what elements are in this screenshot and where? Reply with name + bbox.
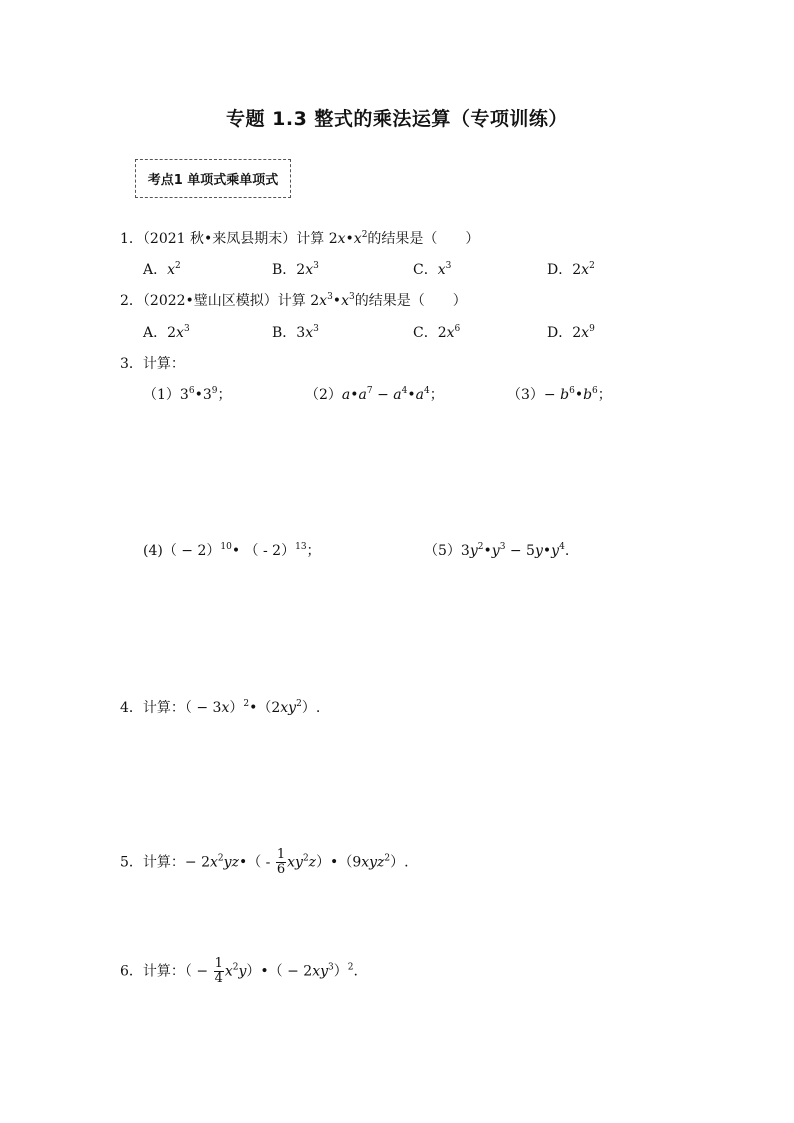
question-3-stem: 3．计算：	[120, 356, 185, 372]
q2-option-b: B．$3x^3$	[272, 324, 319, 341]
section-label: 考点1 单项式乘单项式	[147, 173, 279, 188]
q2-option-c: C．$2x^6$	[413, 324, 461, 341]
q3-part-1: $(1)3^6•3^9$；	[143, 386, 232, 403]
section-box	[135, 159, 291, 198]
q3-part-2: $(2)a•a^7$ − $a^4•a^4$；	[305, 386, 444, 403]
q3-part-3: $(3)- b^6•b^6$；	[507, 386, 612, 403]
q2-option-a: A．$2x^3$	[143, 324, 190, 341]
question-1-stem-prefix: 1．（2021 秋•来凤县期末）计算 2	[120, 231, 338, 247]
question-2-stem-prefix: 2．（2022•璧山区模拟）计算 2	[120, 293, 320, 309]
q3-part-5: $(5)3y^2•y^3$ − $5y•y^4$.	[424, 542, 570, 559]
question-2-stem-suffix: 的结果是（ ）	[354, 293, 467, 309]
question-5: 5．计算：− $2x^2yz•$（ - $\frac{1}{6}$ $xy^2z)•(9xyz^2)$.	[120, 847, 409, 877]
q2-option-d: D．$2x^9$	[547, 324, 595, 341]
q1-option-c: C．$x^3$	[413, 261, 452, 278]
fraction-one-sixth: $\frac{1}{6}$	[276, 847, 286, 877]
question-1: 1．（2021 秋•来凤县期末）计算 $2x•x^2$的结果是（ ）	[120, 230, 480, 247]
q1-option-a: A．$x^2$	[143, 261, 181, 278]
page-title: 专题 1.3 整式的乘法运算（专项训练）	[226, 108, 568, 130]
q1-option-b: B．$2x^3$	[272, 261, 319, 278]
question-2: 2．（2022•璧山区模拟）计算 $2x^3•x^3$的结果是（ ）	[120, 292, 467, 309]
q3-part-4: $(4)( - 2)^{10}•$ （ - 2）$^{13}$；	[143, 542, 321, 559]
question-4: 4．计算：（ − $3x)^2•(2xy^2)$.	[120, 699, 321, 716]
question-1-stem-suffix: 的结果是（ ）	[367, 231, 480, 247]
q1-option-d: D．$2x^2$	[547, 261, 595, 278]
fraction-one-fourth: $\frac{1}{4}$	[214, 956, 223, 986]
question-6: 6．计算：（ − $\frac{1}{4}$ $x^2y)•( - 2xy^3)^2$.	[120, 956, 358, 986]
